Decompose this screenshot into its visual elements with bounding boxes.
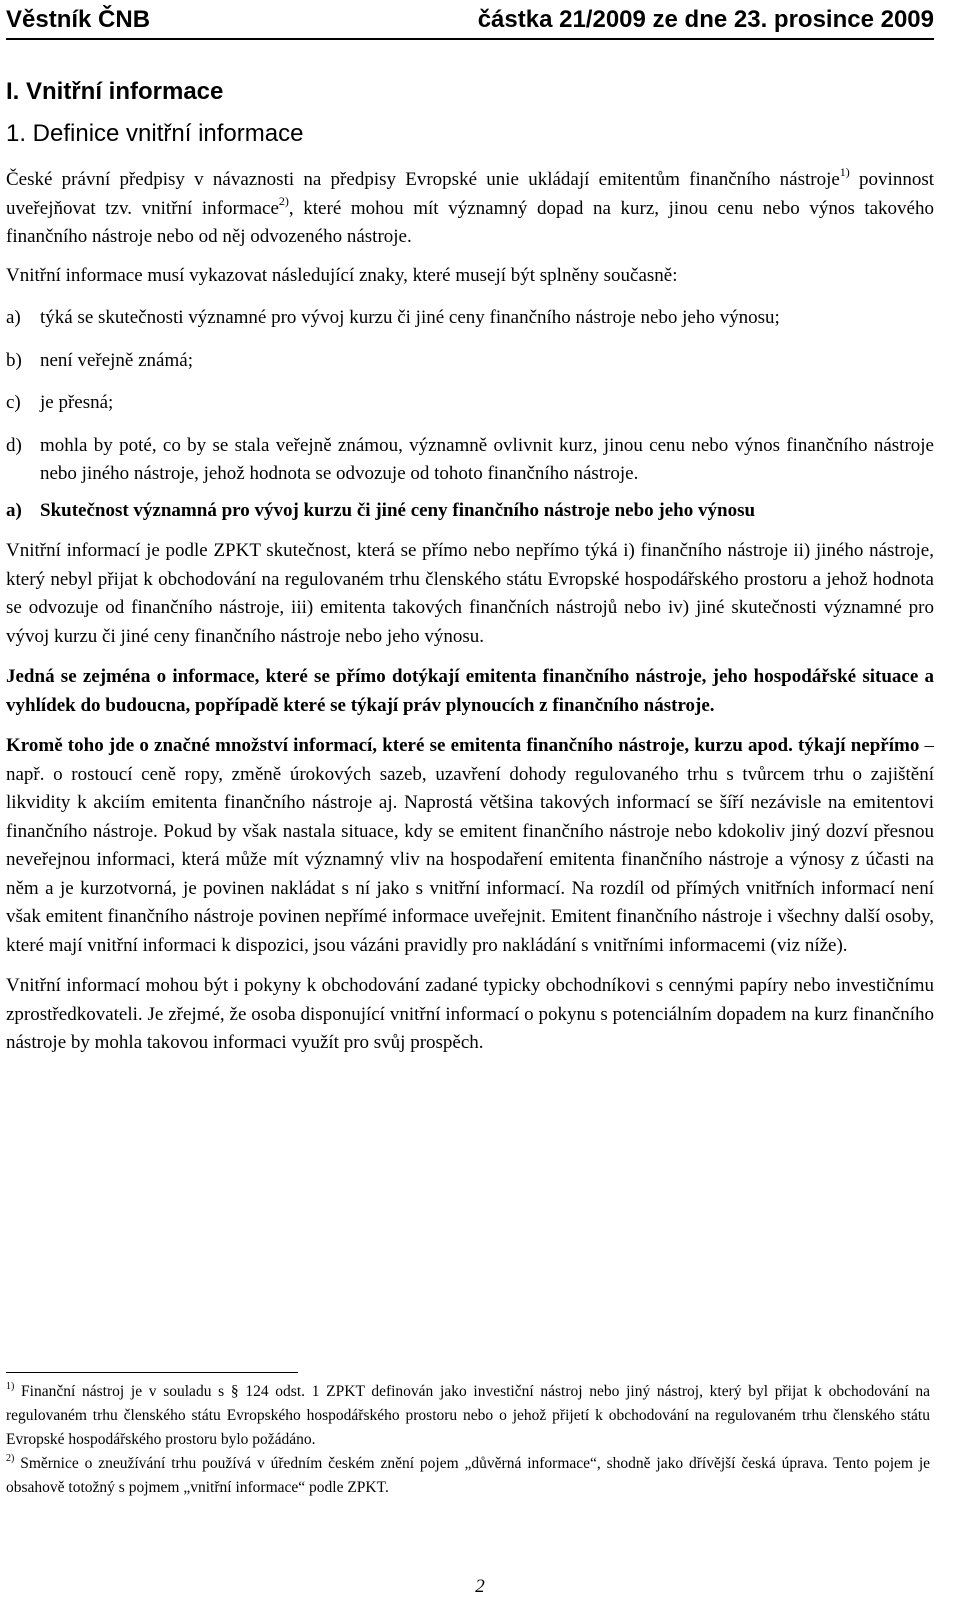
footnote-ref-1[interactable]: 1) (839, 165, 850, 179)
main-content (6, 72, 934, 1068)
issue-info: částka 21/2009 ze dne 23. prosince 2009 (477, 6, 934, 33)
footnote-2 (6, 1452, 930, 1500)
section-title: I. Vnitřní informace (6, 78, 224, 105)
list-marker: b) (6, 349, 22, 371)
paragraph-definition: Vnitřní informací je podle ZPKT skutečnost, která se přímo nebo nepřímo týká i) finančního nástroje ii) jiného nástroje, který nebyl přijat k obchodování na regulovaném trhu členského státu Evropské hospodářského prostoru a jehož hodnota se odvozuje od finančního nástroje, iii) emitenta takových finančních nástrojů nebo iv) jiné skutečnosti významné pro vývoj kurzu či jiné ceny finančního nástroje nebo jeho výnosu. (6, 540, 934, 647)
subheading-marker: a) (6, 499, 22, 521)
intro-paragraph (6, 166, 934, 252)
list-item (6, 304, 934, 333)
criteria-intro: Vnitřní informace musí vykazovat následující znaky, které musejí být splněny současně: (6, 264, 678, 286)
subsection-title: 1. Definice vnitřní informace (6, 120, 304, 147)
paragraph-direct-info: Jedná se zejména o informace, které se přímo dotýkají emitenta finančního nástroje, jeho hospodářské situace a vyhlídek do budoucna, popřípadě které se týkají práv plynoucích z finančního nástroje. (6, 666, 934, 716)
intro-text-1: České právní předpisy v návaznosti na předpisy Evropské unie ukládají emitentům finančního nástroje (6, 169, 840, 190)
footnote-marker: 2) (6, 1453, 15, 1464)
page-number: 2 (475, 1576, 485, 1597)
list-marker: c) (6, 392, 21, 413)
journal-title: Věstník ČNB (6, 6, 151, 33)
page-header (6, 2, 934, 40)
indirect-info-bold: Kromě toho jde o značné množství informací, které se emitenta finančního nástroje, kurzu apod. týkají nepřímo (6, 735, 920, 756)
list-item (6, 389, 934, 418)
footnote-text: Směrnice o zneužívání trhu používá v úředním českém znění pojem „důvěrná informace“, shodně jako dřívější česká úprava. Tento pojem je obsahově totožný s pojmem „vnitřní informace“ podle ZPKT. (6, 1455, 930, 1496)
list-text: je přesná; (40, 392, 114, 413)
indirect-info-rest: – např. o rostoucí ceně ropy, změně úrokových sazeb, uzavření dohody regulovaného trhu s tvůrcem trhu o zajištění likvidity k akciím emitenta finančního nástroje aj. Naprostá většina takových informací se šíří nezávisle na emitentovi finančního nástroje. Pokud by však nastala situace, kdy se emitent finančního nástroje nebo kdokoliv jiný dozví přesnou neveřejnou informaci, která může mít významný vliv na hospodaření emitenta finančního nástroje a výnosy z účasti na něm a je kurzotvorná, je povinen nakládat s ní jako s vnitřní informací. Na rozdíl od přímých vnitřních informací není však emitent finančního nástroje povinen nepřímé informace uveřejnit. Emitent finančního nástroje i všechny další osoby, které mají vnitřní informaci k dispozici, jsou vázáni pravidly pro nakládání s vnitřními informacemi (viz níže). (6, 735, 934, 956)
subheading-text: Skutečnost významná pro vývoj kurzu či jiné ceny finančního nástroje nebo jeho výnosu (40, 499, 756, 521)
intro-text-3: , které mohou mít významný dopad na kurz, jinou cenu nebo výnos takového finančního nástroje nebo od něj odvozeného nástroje. (6, 197, 934, 247)
list-marker: a) (6, 307, 21, 328)
list-text: není veřejně známá; (40, 349, 193, 371)
list-item (6, 432, 934, 489)
list-text: mohla by poté, co by se stala veřejně známou, významně ovlivnit kurz, jinou cenu nebo výnos finančního nástroje nebo jiného nástroje, jehož hodnota se odvozuje od tohoto finančního nástroje. (40, 434, 934, 484)
footnote-marker: 1) (6, 1381, 15, 1392)
footnotes (6, 1380, 930, 1500)
list-item (6, 347, 934, 376)
subheading (6, 497, 934, 526)
list-text: týká se skutečnosti významné pro vývoj kurzu či jiné ceny finančního nástroje nebo jeho výnosu; (40, 307, 780, 328)
intro-text-2: povinnost uveřejňovat tzv. vnitřní informace (6, 169, 934, 219)
footnote-ref-2[interactable]: 2) (278, 193, 289, 208)
footnote-1 (6, 1380, 930, 1452)
footnote-text: Finanční nástroj je v souladu s § 124 odst. 1 ZPKT definován jako investiční nástroj nebo jiný nástroj, který byl přijat k obchodování na regulovaném trhu členského státu Evropského hospodářského prostoru nebo o jehož přijetí k obchodování na regulovaném trhu členského státu Evropské hospodářského prostoru bylo požádáno. (6, 1383, 930, 1448)
footnote-separator (6, 1372, 298, 1373)
list-marker: d) (6, 434, 22, 456)
paragraph-orders: Vnitřní informací mohou být i pokyny k obchodování zadané typicky obchodníkovi s cennými papíry nebo investičnímu zprostředkovateli. Je zřejmé, že osoba disponující vnitřní informací o pokynu s potenciálním dopadem na kurz finančního nástroje by mohla takovou informaci využít pro svůj prospěch. (6, 975, 934, 1053)
paragraph-indirect-info (6, 732, 934, 960)
